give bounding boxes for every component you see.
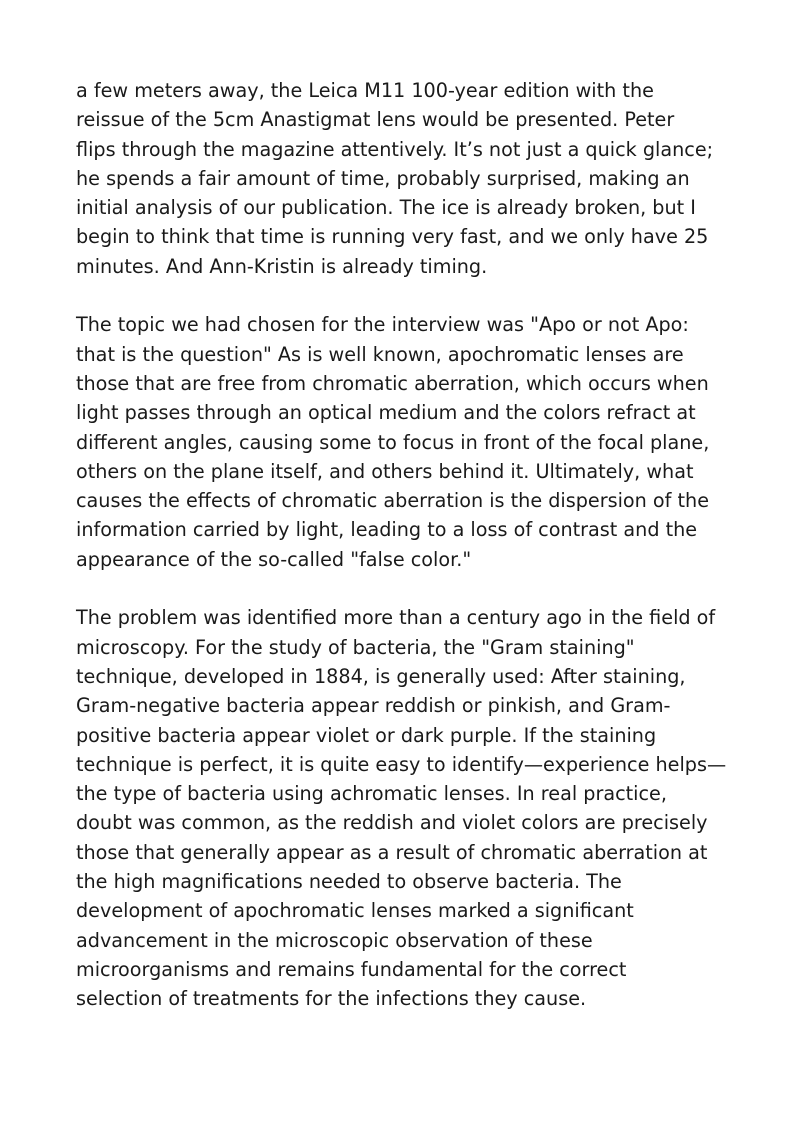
text-line: a few meters away, the Leica M11 100-year edition with the	[76, 79, 654, 102]
text-line: microorganisms and remains fundamental for the correct	[76, 957, 627, 981]
text-line: minutes. And Ann-Kristin is already timing.	[76, 254, 488, 278]
paragraph-3	[76, 603, 726, 1013]
paragraph-2	[76, 310, 726, 574]
text-line: microscopy. For the study of bacteria, the "Gram staining"	[76, 635, 635, 659]
text-line: flips through the magazine attentively. It’s not just a quick glance;	[76, 137, 714, 161]
text-line: positive bacteria appear violet or dark purple. If the staining	[76, 723, 657, 747]
text-line: Gram-negative bacteria appear reddish or pinkish, and Gram-	[76, 694, 671, 718]
text-line: appearance of the so-called "false color."	[76, 547, 472, 571]
text-line: light passes through an optical medium and the colors refract at	[76, 401, 696, 425]
text-line: those that generally appear as a result of chromatic aberration at	[76, 840, 708, 864]
text-line: he spends a fair amount of time, probably surprised, making an	[76, 166, 690, 190]
text-line: that is the question" As is well known, apochromatic lenses are	[76, 342, 684, 366]
text-line: technique is perfect, it is quite easy to identify—experience helps—	[76, 752, 727, 776]
paragraph-1	[76, 76, 726, 281]
text-line: The topic we had chosen for the interview was "Apo or not Apo:	[76, 313, 689, 337]
text-line: initial analysis of our publication. The ice is already broken, but I	[76, 196, 696, 220]
text-line: development of apochromatic lenses marked a significant	[76, 899, 634, 923]
text-line: The problem was identified more than a century ago in the field of	[76, 606, 716, 630]
text-line: those that are free from chromatic aberration, which occurs when	[76, 371, 709, 395]
text-line: information carried by light, leading to a loss of contrast and the	[76, 518, 698, 542]
text-line: others on the plane itself, and others behind it. Ultimately, what	[76, 459, 694, 483]
text-line: causes the effects of chromatic aberration is the dispersion of the	[76, 489, 710, 513]
text-line: the type of bacteria using achromatic lenses. In real practice,	[76, 782, 667, 806]
text-line: different angles, causing some to focus in front of the focal plane,	[76, 430, 710, 454]
text-line: the high magnifications needed to observe bacteria. The	[76, 870, 622, 894]
text-line: technique, developed in 1884, is generally used: After staining,	[76, 664, 686, 688]
text-line: doubt was common, as the reddish and violet colors are precisely	[76, 811, 708, 835]
text-line: begin to think that time is running very fast, and we only have 25	[76, 225, 709, 249]
body-text	[76, 76, 726, 1014]
text-line: selection of treatments for the infections they cause.	[76, 987, 587, 1011]
text-line: advancement in the microscopic observation of these	[76, 928, 593, 952]
text-line: reissue of the 5cm Anastigmat lens would be presented. Peter	[76, 108, 675, 132]
